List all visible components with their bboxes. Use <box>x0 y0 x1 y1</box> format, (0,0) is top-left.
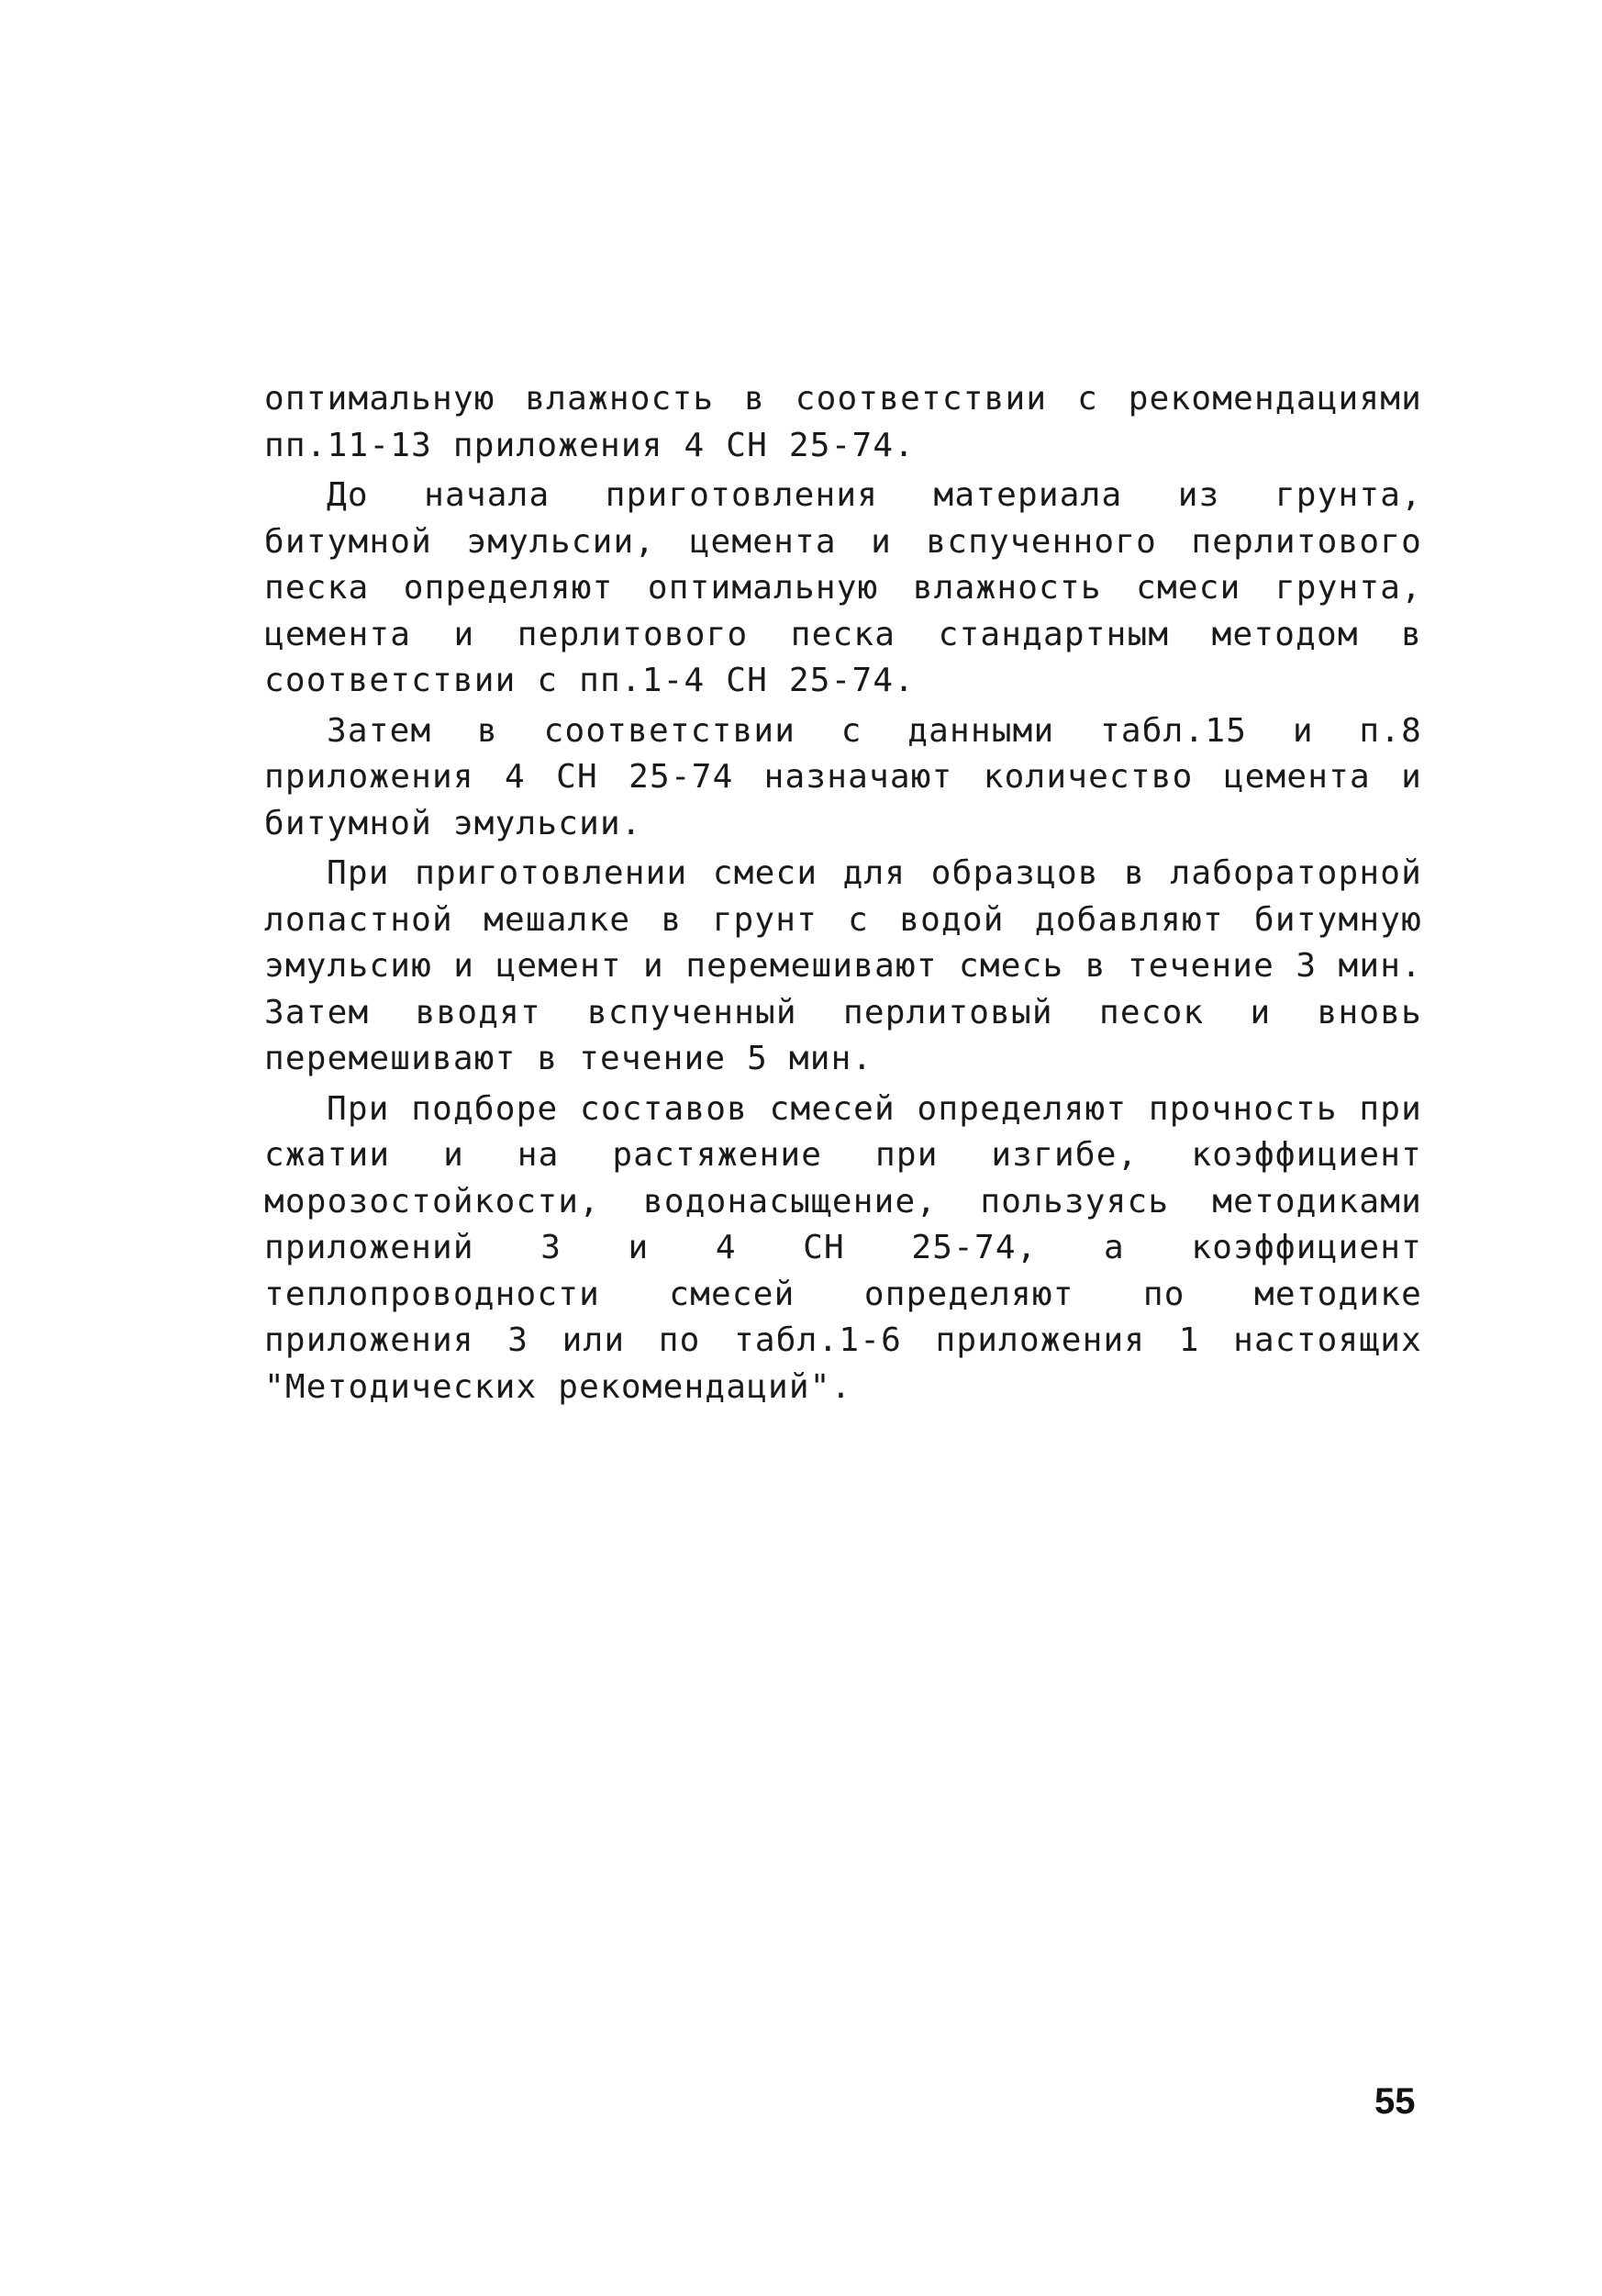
page-number: 55 <box>1374 2081 1416 2122</box>
paragraph-testing: При подборе составов смесей определяют прочность при сжатии и на растяжение при изгибе, коэффициент морозостойкости, водонасыщение, пользуясь методиками приложений 3 и 4 СН 25-74, а коэффициент теплопроводности смесей определяют по методике приложения 3 или по табл.1-6 приложения 1 настоящих "Методических рекомендаций". <box>264 1089 1422 1406</box>
paragraph-preparation: До начала приготовления материала из грунта, битумной эмульсии, цемента и вспученного перлитового песка определяют оптимальную влажность смеси грунта, цемента и перлитового песка стандартным методом в соответствии с пп.1-4 СН 25-74. <box>264 476 1422 699</box>
paragraph-continuation: оптимальную влажность в соответствии с рекомендациями пп.11-13 приложения 4 СН 25-74. <box>264 380 1422 464</box>
body-text <box>264 376 1422 1414</box>
paragraph-cement-amount: Затем в соответствии с данными табл.15 и п.8 приложения 4 СН 25-74 назначают количество цемента и битумной эмульсии. <box>264 711 1422 842</box>
paragraph-mixing: При приготовлении смеси для образцов в лабораторной лопастной мешалке в грунт с водой добавляют битумную эмульсию и цемент и перемешивают смесь в течение 3 мин. Затем вводят вспученный перлитовый песок и вновь перемешивают в течение 5 мин. <box>264 854 1422 1077</box>
